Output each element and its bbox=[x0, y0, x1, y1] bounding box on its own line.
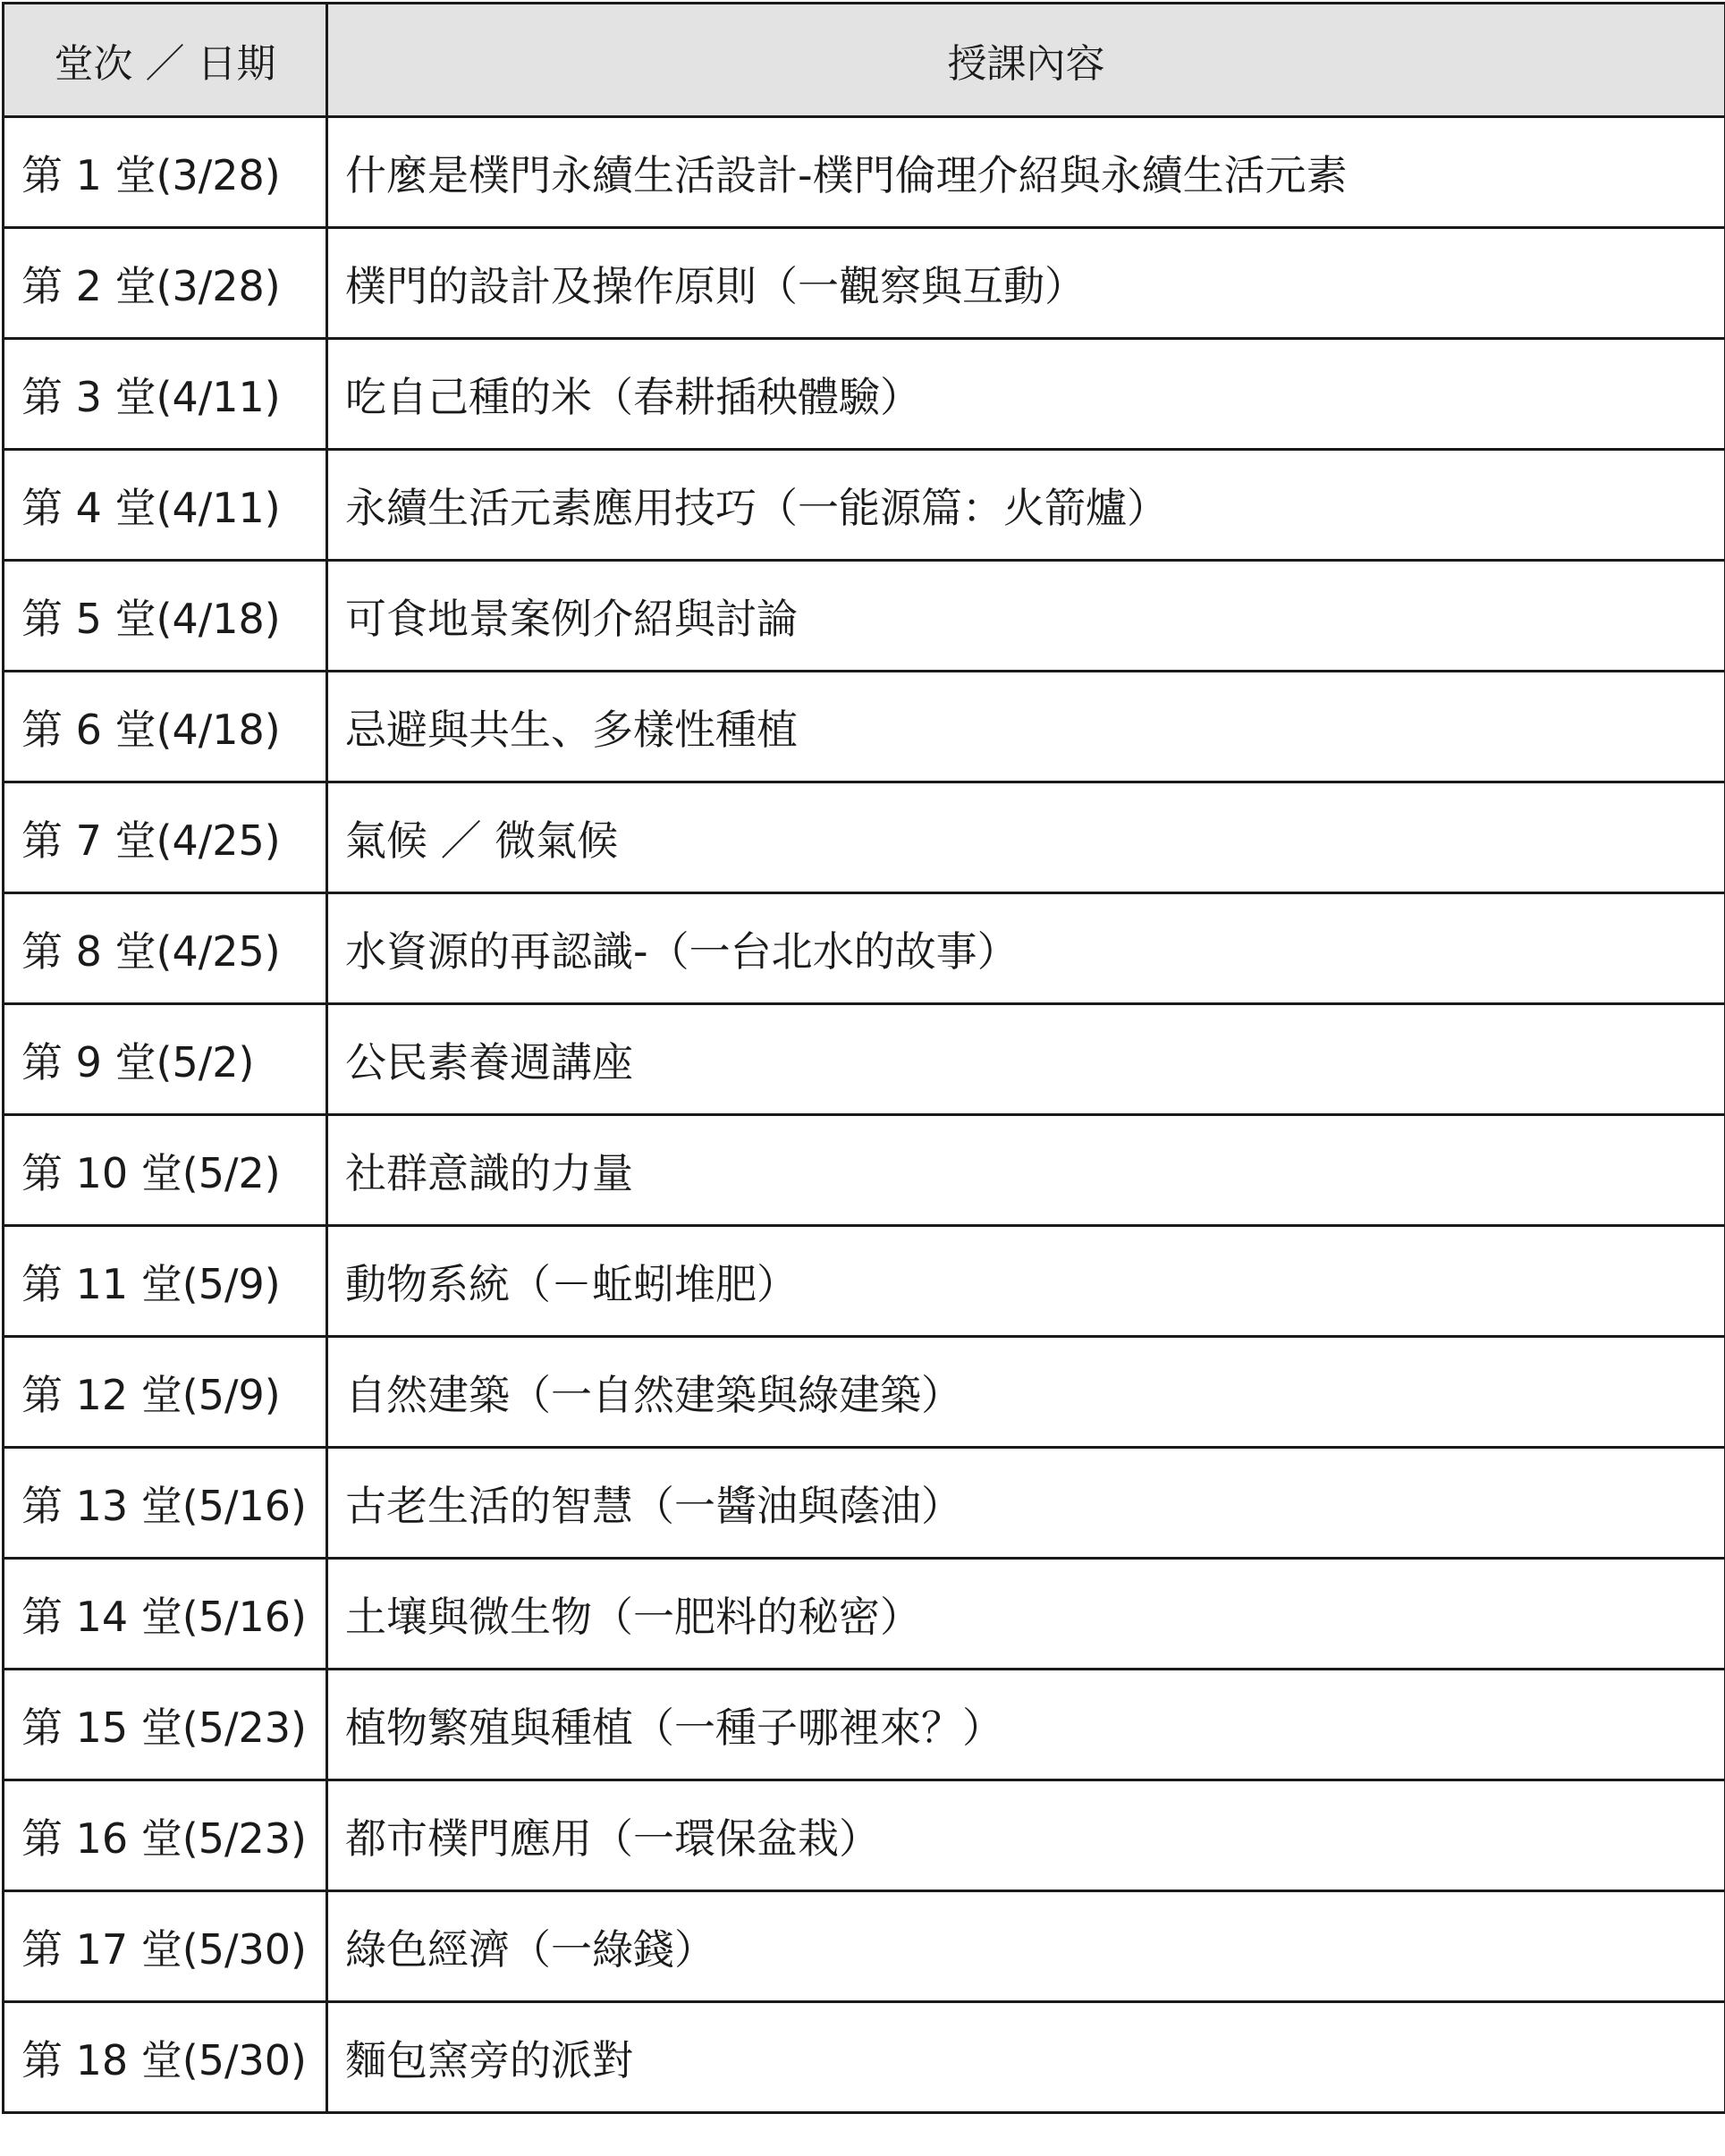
table-row bbox=[4, 782, 1725, 893]
session-cell: 第 1 堂(3/28) bbox=[4, 117, 327, 228]
content-cell: 氣候 ／ 微氣候 bbox=[327, 782, 1725, 893]
table-row bbox=[4, 1891, 1725, 2002]
session-cell: 第 13 堂(5/16) bbox=[4, 1448, 327, 1559]
session-cell: 第 12 堂(5/9) bbox=[4, 1337, 327, 1448]
table-row bbox=[4, 1670, 1725, 1780]
table-row bbox=[4, 117, 1725, 228]
header-content: 授課內容 bbox=[327, 4, 1725, 117]
session-cell: 第 6 堂(4/18) bbox=[4, 672, 327, 782]
table-row bbox=[4, 1004, 1725, 1115]
table-header-row bbox=[4, 4, 1725, 117]
table-row bbox=[4, 2002, 1725, 2113]
content-cell: 動物系統（－蚯蚓堆肥） bbox=[327, 1226, 1725, 1337]
session-cell: 第 16 堂(5/23) bbox=[4, 1780, 327, 1891]
table-row bbox=[4, 1559, 1725, 1670]
content-cell: 水資源的再認識-（一台北水的故事） bbox=[327, 893, 1725, 1004]
content-cell: 可食地景案例介紹與討論 bbox=[327, 561, 1725, 672]
session-cell: 第 4 堂(4/11) bbox=[4, 450, 327, 561]
content-cell: 綠色經濟（一綠錢） bbox=[327, 1891, 1725, 2002]
content-cell: 永續生活元素應用技巧（一能源篇：火箭爐） bbox=[327, 450, 1725, 561]
table-row bbox=[4, 561, 1725, 672]
session-cell: 第 8 堂(4/25) bbox=[4, 893, 327, 1004]
session-cell: 第 10 堂(5/2) bbox=[4, 1115, 327, 1226]
table-row bbox=[4, 228, 1725, 339]
content-cell: 社群意識的力量 bbox=[327, 1115, 1725, 1226]
table-row bbox=[4, 1226, 1725, 1337]
table-row bbox=[4, 339, 1725, 450]
course-schedule-table bbox=[2, 2, 1725, 2114]
table-row bbox=[4, 672, 1725, 782]
session-cell: 第 18 堂(5/30) bbox=[4, 2002, 327, 2113]
table-row bbox=[4, 1780, 1725, 1891]
table-row bbox=[4, 450, 1725, 561]
content-cell: 什麼是樸門永續生活設計-樸門倫理介紹與永續生活元素 bbox=[327, 117, 1725, 228]
content-cell: 土壤與微生物（一肥料的秘密） bbox=[327, 1559, 1725, 1670]
session-cell: 第 5 堂(4/18) bbox=[4, 561, 327, 672]
table-row bbox=[4, 1337, 1725, 1448]
content-cell: 古老生活的智慧（一醬油與蔭油） bbox=[327, 1448, 1725, 1559]
table-row bbox=[4, 893, 1725, 1004]
content-cell: 吃自己種的米（春耕插秧體驗） bbox=[327, 339, 1725, 450]
table-row bbox=[4, 1448, 1725, 1559]
session-cell: 第 11 堂(5/9) bbox=[4, 1226, 327, 1337]
session-cell: 第 15 堂(5/23) bbox=[4, 1670, 327, 1780]
session-cell: 第 2 堂(3/28) bbox=[4, 228, 327, 339]
table-row bbox=[4, 1115, 1725, 1226]
content-cell: 自然建築（一自然建築與綠建築） bbox=[327, 1337, 1725, 1448]
header-session-date: 堂次 ／ 日期 bbox=[4, 4, 327, 117]
session-cell: 第 9 堂(5/2) bbox=[4, 1004, 327, 1115]
session-cell: 第 7 堂(4/25) bbox=[4, 782, 327, 893]
content-cell: 植物繁殖與種植（一種子哪裡來？） bbox=[327, 1670, 1725, 1780]
content-cell: 忌避與共生、多樣性種植 bbox=[327, 672, 1725, 782]
content-cell: 都市樸門應用（一環保盆栽） bbox=[327, 1780, 1725, 1891]
content-cell: 公民素養週講座 bbox=[327, 1004, 1725, 1115]
session-cell: 第 14 堂(5/16) bbox=[4, 1559, 327, 1670]
session-cell: 第 17 堂(5/30) bbox=[4, 1891, 327, 2002]
session-cell: 第 3 堂(4/11) bbox=[4, 339, 327, 450]
content-cell: 麵包窯旁的派對 bbox=[327, 2002, 1725, 2113]
content-cell: 樸門的設計及操作原則（一觀察與互動） bbox=[327, 228, 1725, 339]
